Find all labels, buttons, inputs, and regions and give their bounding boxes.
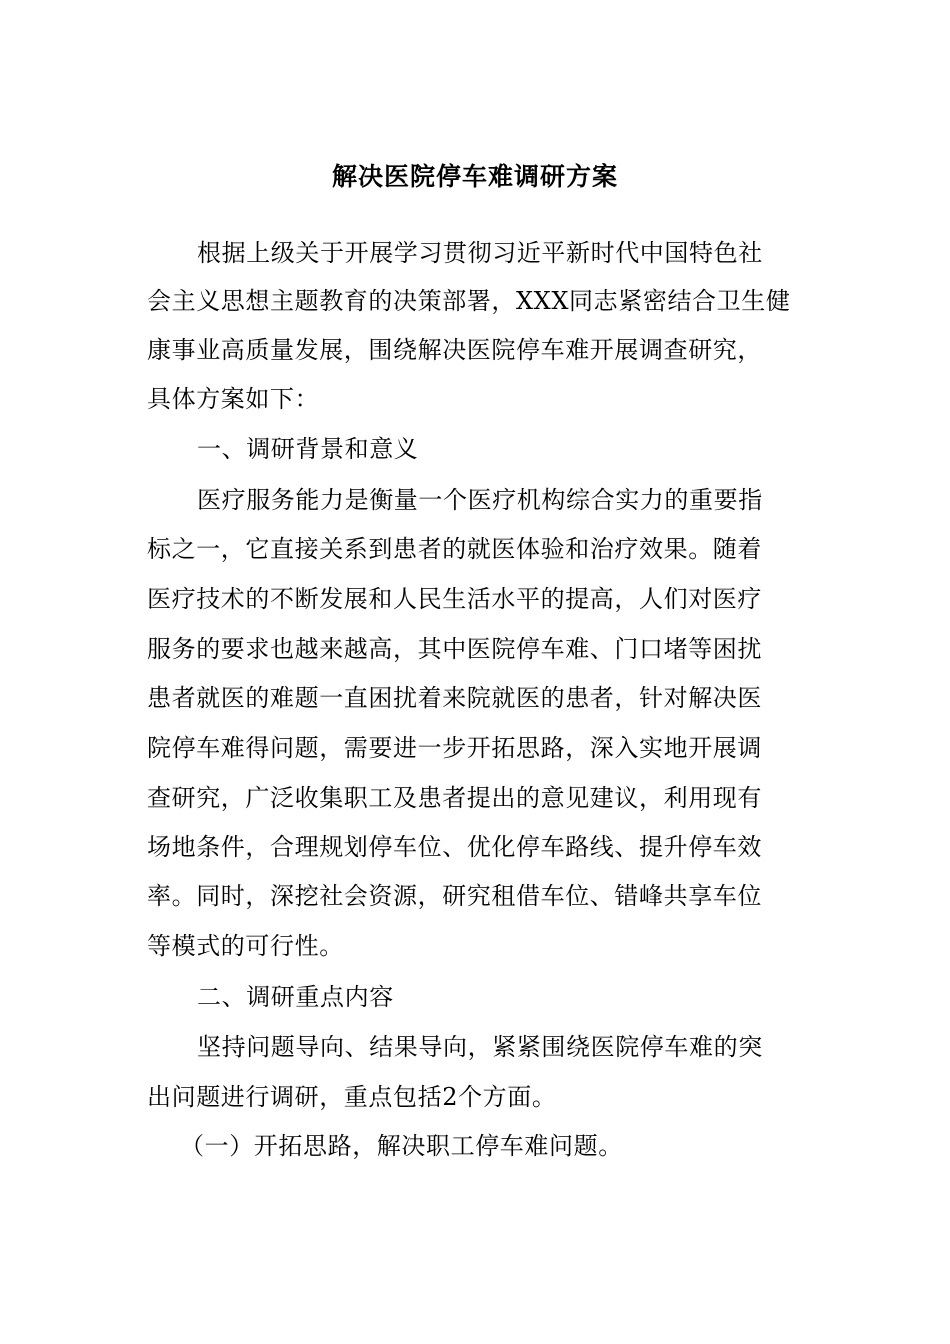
paragraph-line: 会主义思想主题教育的决策部署，XXX同志紧密结合卫生健 [147,287,791,315]
paragraph-line: 出问题进行调研，重点包括2个方面。 [147,1083,557,1111]
paragraph-line: 率。同时，深挖社会资源，研究租借车位、错峰共享车位 [147,882,762,910]
paragraph-line: 患者就医的难题一直困扰着来院就医的患者，针对解决医 [147,684,762,712]
paragraph-line: 等模式的可行性。 [147,932,344,960]
paragraph-line: 标之一，它直接关系到患者的就医体验和治疗效果。随着 [147,535,762,563]
subsection-heading: （一）开拓思路，解决职工停车难问题。 [180,1132,623,1160]
section-heading: 二、调研重点内容 [197,983,394,1011]
paragraph-line: 具体方案如下： [147,385,320,413]
paragraph-line: 坚持问题导向、结果导向，紧紧围绕医院停车难的突 [197,1033,763,1061]
paragraph-line: 康事业高质量发展，围绕解决医院停车难开展调查研究， [147,336,762,364]
document-title: 解决医院停车难调研方案 [331,162,618,191]
section-heading: 一、调研背景和意义 [197,435,419,463]
paragraph-line: 根据上级关于开展学习贯彻习近平新时代中国特色社 [197,239,763,267]
paragraph-line: 服务的要求也越来越高，其中医院停车难、门口堵等困扰 [147,635,762,663]
paragraph-line: 院停车难得问题，需要进一步开拓思路，深入实地开展调 [147,734,762,762]
paragraph-line: 医疗技术的不断发展和人民生活水平的提高，人们对医疗 [147,585,762,613]
paragraph-line: 场地条件，合理规划停车位、优化停车路线、提升停车效 [147,833,762,861]
paragraph-line: 查研究，广泛收集职工及患者提出的意见建议，利用现有 [147,784,762,812]
paragraph-line: 医疗服务能力是衡量一个医疗机构综合实力的重要指 [197,486,763,514]
